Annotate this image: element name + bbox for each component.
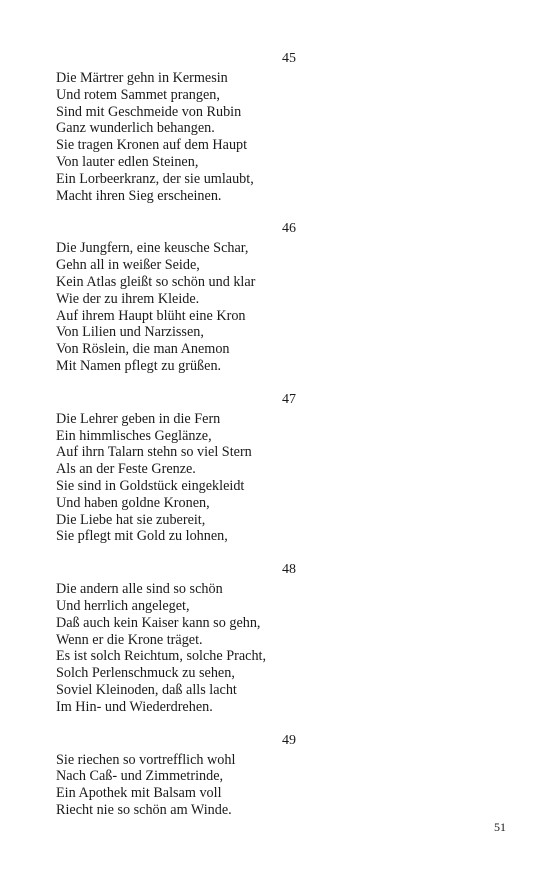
verse-line: Mit Namen pflegt zu grüßen. <box>56 357 222 374</box>
verse-line: Sie sind in Goldstück eingekleidt <box>56 477 245 494</box>
verse-line: Auf ihrn Talarn stehn so viel Stern <box>56 444 252 461</box>
verse-line: Von lauter edlen Steinen, <box>56 153 199 170</box>
verse-line: Es ist solch Reichtum, solche Pracht, <box>56 648 267 665</box>
verse-line: Macht ihren Sieg erscheinen. <box>56 187 222 204</box>
stanza <box>56 220 296 374</box>
verse-line: Die Märtrer gehn in Kermesin <box>56 70 228 86</box>
verse-line: Gehn all in weißer Seide, <box>56 257 200 274</box>
verse-line: Sie pflegt mit Gold zu lohnen, <box>56 528 228 545</box>
verse-line: Und herrlich angeleget, <box>56 597 190 614</box>
stanza-number: 46 <box>282 221 296 237</box>
verse-line: Daß auch kein Kaiser kann so gehn, <box>56 614 261 631</box>
page-number: 51 <box>494 820 506 834</box>
verse-line: Wie der zu ihrem Kleide. <box>56 290 200 307</box>
verse-line: Von Röslein, die man Anemon <box>56 341 230 358</box>
verse-line: Auf ihrem Haupt blüht eine Kron <box>56 307 246 324</box>
verse-line: Die Jungfern, eine keusche Schar, <box>56 240 249 257</box>
verse-line: Die Lehrer geben in die Fern <box>56 410 221 427</box>
stanza-number: 47 <box>282 391 296 407</box>
poem <box>56 50 296 835</box>
verse-line: Sind mit Geschmeide von Rubin <box>56 103 242 120</box>
verse-line: Im Hin- und Wiederdrehen. <box>56 698 213 715</box>
stanza <box>56 391 296 545</box>
verse-line: Wenn er die Krone träget. <box>56 631 203 648</box>
verse-line: Ein himmlisches Geglänze, <box>56 427 212 444</box>
verse-line: Als an der Feste Grenze. <box>56 461 196 478</box>
verse-line: Ein Apothek mit Balsam voll <box>56 785 222 802</box>
stanza-number: 49 <box>282 732 296 748</box>
verse-line: Riecht nie so schön am Winde. <box>56 801 232 818</box>
verse-line: Ganz wunderlich behangen. <box>56 120 215 137</box>
verse-line: Nach Caß- und Zimmetrinde, <box>56 768 224 785</box>
verse-line: Kein Atlas gleißt so schön und klar <box>56 273 256 290</box>
verse-line: Ein Lorbeerkranz, der sie umlaubt, <box>56 170 254 187</box>
verse-line: Und rotem Sammet prangen, <box>56 86 220 103</box>
stanza <box>56 50 296 204</box>
stanza <box>56 732 296 819</box>
stanza-number: 48 <box>282 562 296 578</box>
verse-line: Und haben goldne Kronen, <box>56 494 210 511</box>
verse-line: Solch Perlenschmuck zu sehen, <box>56 665 235 682</box>
verse-line: Soviel Kleinoden, daß alls lacht <box>56 681 237 698</box>
verse-line: Von Lilien und Narzissen, <box>56 324 204 341</box>
stanza-number: 45 <box>282 51 296 66</box>
verse-line: Sie riechen so vortrefflich wohl <box>56 751 236 768</box>
stanza <box>56 561 296 715</box>
verse-line: Die andern alle sind so schön <box>56 581 223 598</box>
verse-line: Die Liebe hat sie zubereit, <box>56 511 206 528</box>
verse-line: Sie tragen Kronen auf dem Haupt <box>56 137 248 154</box>
